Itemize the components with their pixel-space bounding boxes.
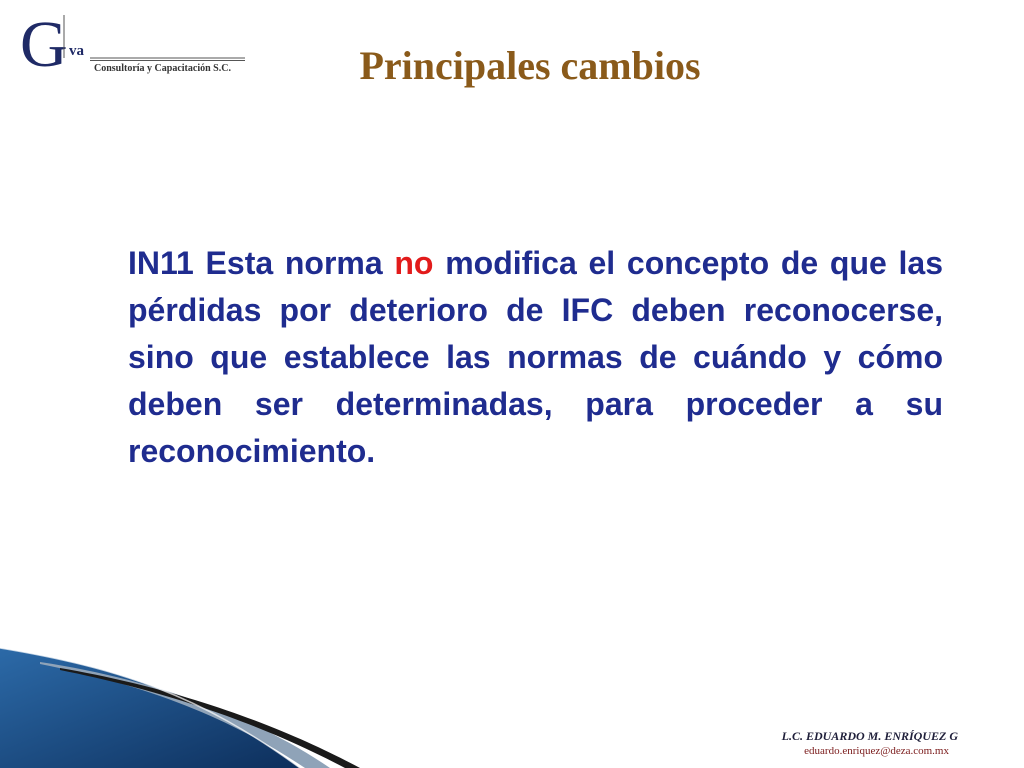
body-text-start: IN11 Esta norma bbox=[128, 245, 395, 281]
footer-email: eduardo.enriquez@deza.com.mx bbox=[804, 745, 949, 757]
slide-title: Principales cambios bbox=[359, 43, 701, 88]
body-text-end: modifica el concepto de que las pérdidas por deterioro de IFC deben reconocerse, sino que establece las normas de cuándo y cómo deben ser determinadas, para proceder a su reconocimiento. bbox=[128, 245, 943, 469]
body-emphasis: no bbox=[394, 245, 434, 281]
logo-company-name: Consultoría y Capacitación S.C. bbox=[94, 63, 231, 74]
logo-letter: G bbox=[20, 12, 68, 81]
logo-va: va bbox=[69, 43, 84, 59]
slide-body bbox=[128, 240, 943, 475]
footer-author: L.C. EDUARDO M. ENRÍQUEZ G bbox=[781, 729, 958, 743]
